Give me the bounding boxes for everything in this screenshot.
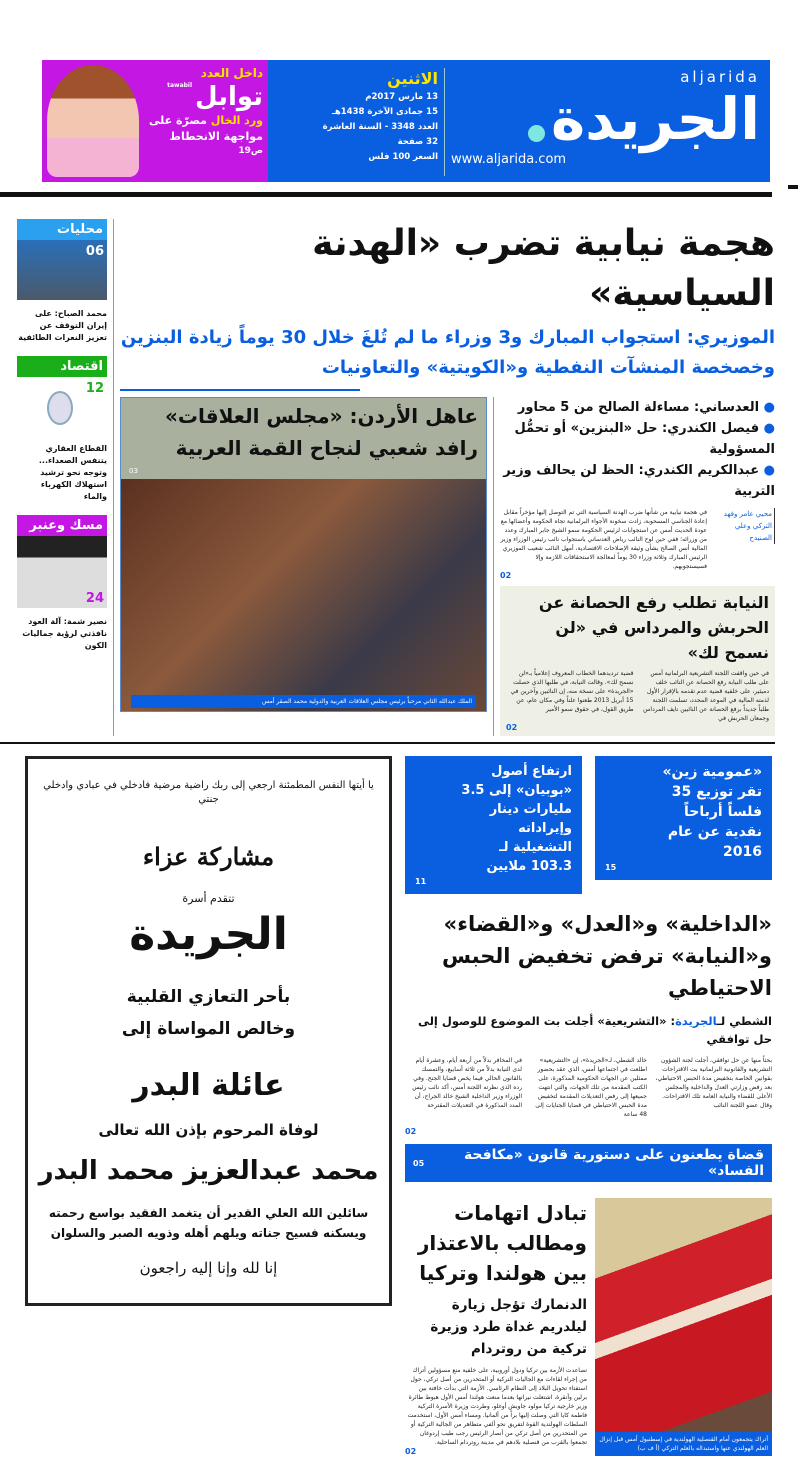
immunity-headline: النيابة تطلب رفع الحصانة عن الحربش والمرداس في «لن نسمح لك» bbox=[538, 593, 769, 662]
promo-name: ورد الخال bbox=[210, 114, 263, 127]
subhead-part: الشطي لـ bbox=[716, 1014, 772, 1028]
ad-prayer: سائلين الله العلي القدير أن يتغمد الفقيد بواسع رحمته bbox=[48, 1206, 369, 1220]
page-number: 05 bbox=[413, 1158, 425, 1168]
logo-dot-icon bbox=[528, 125, 545, 142]
detention-subhead bbox=[405, 1012, 772, 1048]
photo-caption: أتراك يتجمعون أمام القنصلية الهولندية في إسطنبول أمس قبل إنزال العلم الهولندي عنها واستبداله بالعلم التركي (أ ف ب) bbox=[595, 1432, 772, 1456]
page-number: 06 bbox=[85, 244, 104, 259]
masthead-row bbox=[0, 0, 800, 189]
logo-latin: aljarida bbox=[680, 68, 760, 86]
banner-text: قضاة يطعنون على دستورية قانون «مكافحة الفساد» bbox=[463, 1147, 764, 1179]
sidebar-item-local[interactable] bbox=[17, 219, 107, 344]
day: الاثنين bbox=[387, 69, 438, 88]
subhead-part: : «التشريعية» أجلت بت الموضوع للوصول إلى حل توافقي bbox=[417, 1014, 772, 1046]
logo: الجريدة bbox=[550, 85, 760, 153]
page-number: 02 bbox=[506, 723, 518, 732]
zain-promo[interactable] bbox=[595, 756, 772, 880]
promo-kicker: داخل العدد bbox=[200, 66, 263, 80]
brand-mention: الجريدة bbox=[675, 1014, 717, 1028]
bullet-text: عبدالكريم الكندري: الحظ لن يحالف وزير التربية bbox=[503, 463, 775, 499]
promo-title: توابل bbox=[195, 82, 263, 112]
logo-area bbox=[451, 68, 760, 176]
pages: 32 صفحة bbox=[397, 137, 438, 147]
ad-line: بأحر التعازي القلبية bbox=[126, 987, 291, 1007]
date-block bbox=[304, 68, 438, 176]
page-number: 12 bbox=[85, 381, 104, 396]
jordan-headline: عاهل الأردن: «مجلس العلاقات» رافد شعبي لنجاح القمة العربية bbox=[121, 398, 486, 466]
body-column: بحثاً منها عن حل توافقي، أجلت لجنة الشؤون التشريعية والقانونية البرلمانية بت الاقتراحات بقوانين الخاصة بتخفيض مدة الحبس الاحتياطي، بعد رفض وزارتي العدل والداخلية والمجلس الأعلى للقضاء والنيابة العامة تلك الاقتراحات. وقال عضو اللجنة النائب bbox=[655, 1057, 772, 1109]
teaser-text: القطاع العقاري يتنفس الصعداء... وتوجه نحو ترشيد استهلاك الكهرباء والماء bbox=[38, 444, 107, 501]
body-column: في المخافر بدلاً من أربعة أيام، وعشرة أيام لدى النيابة بدلاً من ثلاثة أسابيع، والتمسك بالقانون الحالي فيما يخص قضايا الجنح. وفي رده الذي نظرته اللجنة أمس، أكد نائب رئيس الوزراء وزير الداخلية الشيخ خالد الجراح، أن المدد المذكورة في التعديلات المقترحة bbox=[412, 1057, 522, 1109]
sidebar-item-economy[interactable] bbox=[17, 356, 107, 503]
sidebar bbox=[17, 219, 107, 652]
body-column: قضية ترديدهما الخطاب المعروف إعلامياً بـ«لن نسمح لك». وقالت النيابة، في طلبها الذي حصلت «الجريدة» على نسخة منه، إن النائبين وآخرين في 15 أبريل 2013 طعنوا علناً وفي مكان عام، عن طريق القول، في حقوق سمو الأمير bbox=[510, 670, 634, 713]
turkey-headline[interactable]: تبادل اتهامات ومطالب بالاعتذار بين هولندا وتركيا bbox=[417, 1201, 587, 1285]
promo-title-latin: tawabil bbox=[167, 82, 193, 89]
column-divider bbox=[113, 219, 114, 736]
ad-presenter: تتقدم أسرة bbox=[182, 892, 235, 905]
lead-body: في هجمة نيابية من شأنها ضرب الهدنة السياسية التي تم التوصل إليها مؤخراً مقابل إعادة الجناسي المسحوبة، زادت سخونة الأجواء البرلمانية تجاه الحكومة وأعضائها مع عودة الحديث أمس عن استجوابات لرئيس الحكومة سمو الشيخ جابر المبارك وعدد من وزرائه؛ ففي حين لوح النائب رياض العدساني باستجواب نائب رئيس الوزراء وزير المالية أنس الصالح بشأن وثيقة الإصلاحات الاقتصادية، أمهل النائب شعيب الموزيري الرئيس المبارك وثلاثة وزراء 30 يوماً لمعالجة الاستحقاقات اللازمة وإلا فسيستجوبهم. bbox=[500, 509, 707, 570]
promo-text: ارتفاع أصول «بوبيان» إلى 3.5 مليارات دينار وإيراداته التشغيلية لـ 103.3 ملايين bbox=[461, 764, 572, 874]
divider bbox=[120, 389, 360, 391]
sidebar-item-misk[interactable] bbox=[17, 515, 107, 652]
bullet-item: ● العدساني: مساءلة الصالح من 5 محاور bbox=[517, 400, 775, 415]
body-column: في حين واقفت اللجنة التشريعية البرلمانية أمس على طلب النيابة رفع الحصانة عن النائب خلف دميثير، على خلفية قضية عدم تقدمه بالإقرار الأول لذمته المالية في الموعد المحدد، تسلمت اللجنة طلباً جديداً برفع الحصانة عن النائبين نايف المرداس وجمعان الحربش في bbox=[643, 670, 769, 722]
page-number: 24 bbox=[85, 591, 104, 606]
lead-body-row bbox=[120, 397, 775, 736]
promo-strip bbox=[268, 60, 298, 182]
turkey-photo bbox=[595, 1198, 772, 1456]
bullet-item: ● عبدالكريم الكندري: الحظ لن يحالف وزير التربية bbox=[503, 463, 775, 499]
bullet-text: فيصل الكندري: حل «البنزين» أو تحمُّل المسؤولية bbox=[514, 421, 775, 457]
deceased-name: محمد عبدالعزيز محمد البدر bbox=[38, 1156, 379, 1186]
corruption-banner[interactable] bbox=[405, 1144, 772, 1182]
lead-right-column bbox=[500, 397, 775, 736]
section-label: مسك وعنبر bbox=[17, 515, 107, 536]
ad-brand: الجريدة bbox=[129, 909, 288, 960]
turkey-story bbox=[405, 1198, 772, 1456]
section-label: اقتصاد bbox=[17, 356, 107, 377]
teaser-text: نصير شمة: آلة العود نافذتي لرؤية جماليات الكون bbox=[22, 617, 107, 650]
column-divider bbox=[493, 397, 494, 736]
bullet-text: العدساني: مساءلة الصالح من 5 محاور bbox=[517, 400, 760, 415]
lead-headline[interactable]: هجمة نيابية تضرب «الهدنة السياسية» bbox=[312, 223, 775, 314]
bottom-right-column bbox=[405, 756, 772, 1456]
page-number: 15 bbox=[605, 863, 617, 872]
jordan-story[interactable] bbox=[120, 397, 487, 712]
ad-line: وخالص المواساة إلى bbox=[121, 1019, 296, 1039]
turkey-body: تصاعدت الأزمة بين تركيا ودول أوروبية، على خلفية منع مسؤولين أتراك من إجراء لقاءات مع الجاليات التركية أو المتحدرين من أصل تركي، حول استفتاء تحويل البلاد إلى النظام الرئاسي. الأزمة التي بدأت خافتة بين برلين وأنقرة، اشتعلت نيرانها بعدما منعت هولندا أمس الأول هبوط طائرة وزير خارجية تركيا مولود جاويش أوغلو، وطردت وزيرة الأسرة التركية فاطمة كايا التي وصلت إليها براً من ألمانيا. ومساء أمس الأول، استخدمت السلطات الهولندية القوة لتفريق نحو ألفي متظاهر من الجالية التركية أو من المتحدرين من أصل تركي من أنصار الرئيس رجب طيب إردوغان تجمعوا بالقرب من قنصلية بلادهم في مدينة روتردام الساحلية. bbox=[407, 1367, 587, 1446]
jordan-photo bbox=[121, 479, 486, 711]
photo-caption: الملك عبدالله الثاني مرحباً برئيس مجلس العلاقات العربية والدولية محمد الصقر أمس bbox=[131, 695, 476, 708]
lead-section bbox=[0, 197, 800, 736]
bulb-image bbox=[17, 377, 107, 443]
page-number[interactable]: 02 bbox=[405, 1447, 417, 1456]
thumbnail bbox=[17, 240, 107, 300]
promo-photo bbox=[47, 65, 139, 177]
page-number[interactable]: 02 bbox=[500, 571, 512, 580]
lead-subhead: الموزيري: استجواب المبارك و3 وزراء ما لم تُلغَ خلال 30 يوماً زيادة البنزين وخصخصة المنشآت النفطية و«الكويتية» والتعاونيات bbox=[120, 327, 775, 378]
website-link[interactable]: www.aljarida.com bbox=[451, 152, 567, 167]
detention-columns bbox=[405, 1056, 772, 1119]
section-label: محليات bbox=[17, 219, 107, 240]
teaser-text: محمد الصباح: على إيران التوقف عن تعزيز النعرات الطائفية bbox=[18, 309, 107, 342]
tawabil-promo[interactable] bbox=[42, 60, 268, 182]
page-number[interactable]: 02 bbox=[405, 1127, 417, 1136]
promo-text: «عمومية زين» تقر توزيع 35 فلساً أرباحاً نقدية عن عام 2016 bbox=[662, 764, 762, 860]
immunity-story[interactable] bbox=[500, 586, 775, 736]
promo-text bbox=[143, 65, 263, 177]
lead-article bbox=[500, 508, 775, 580]
ad-prayer: ويسكنه فسيح جناته ويلهم أهله وذويه الصبر والسلوان bbox=[50, 1226, 367, 1240]
date-gregorian: 13 مارس 2017م bbox=[365, 92, 438, 102]
body-column: خالد الشطي، لـ«الجريدة»، إن «التشريعية» اطلعت في اجتماعها أمس، الذي عقد بحضور ممثلين عن الجهات الحكومية المذكورة، على الكتب المقدمة من تلك الجهات، والتي انتهت جميعها إلى رفض التعديلات المقدمة لتخفيض مدة الحبس الاحتياطي في قضايا الجنايات إلى 48 ساعة bbox=[535, 1057, 647, 1118]
bullet-item: ● فيصل الكندري: حل «البنزين» أو تحمُّل المسؤولية bbox=[514, 421, 775, 457]
detention-headline[interactable]: «الداخلية» و«العدل» و«القضاء» و«النيابة» ترفض تخفيض الحبس الاحتياطي bbox=[441, 912, 772, 1000]
divider bbox=[444, 68, 445, 176]
byline: محيي عامر وفهد التركي وعلي الصنيدح bbox=[713, 508, 775, 544]
turkey-subhead: الدنمارك تؤجل زيارة ليلدريم غداة طرد وزيرة تركية من روتردام bbox=[430, 1297, 587, 1357]
promo-line1: مصرّة على bbox=[149, 114, 207, 127]
page-number: 11 bbox=[415, 877, 427, 886]
boubyan-promo[interactable] bbox=[405, 756, 582, 894]
promo-line2: مواجهة الانحطاط bbox=[169, 130, 263, 143]
ad-closing: إنا لله وإنا إليه راجعون bbox=[139, 1259, 278, 1277]
ad-line: لوفاة المرحوم بإذن الله تعالى bbox=[98, 1121, 319, 1139]
ad-title: مشاركة عزاء bbox=[142, 842, 275, 871]
lead-bullets bbox=[500, 397, 775, 502]
thumbnail bbox=[17, 536, 107, 608]
masthead bbox=[298, 60, 770, 182]
page-number: 03 bbox=[121, 466, 486, 479]
price: السعر 100 فلس bbox=[368, 152, 438, 162]
quran-verse: يا أيتها النفس المطمئنة ارجعي إلى ربك راضية مرضية فادخلي في عبادي وادخلي جنتي bbox=[43, 780, 374, 805]
issue: العدد 3348 - السنة العاشرة bbox=[322, 122, 438, 132]
promo-page: ص19 bbox=[238, 146, 263, 156]
date-hijri: 15 جمادى الآخرة 1438هـ bbox=[331, 107, 438, 117]
ad-family: عائلة البدر bbox=[132, 1068, 285, 1103]
lead-main bbox=[120, 219, 775, 736]
promo-boxes bbox=[405, 756, 772, 894]
bottom-section bbox=[0, 744, 800, 1466]
edge-mark bbox=[788, 185, 798, 189]
condolence-ad bbox=[25, 756, 392, 1306]
